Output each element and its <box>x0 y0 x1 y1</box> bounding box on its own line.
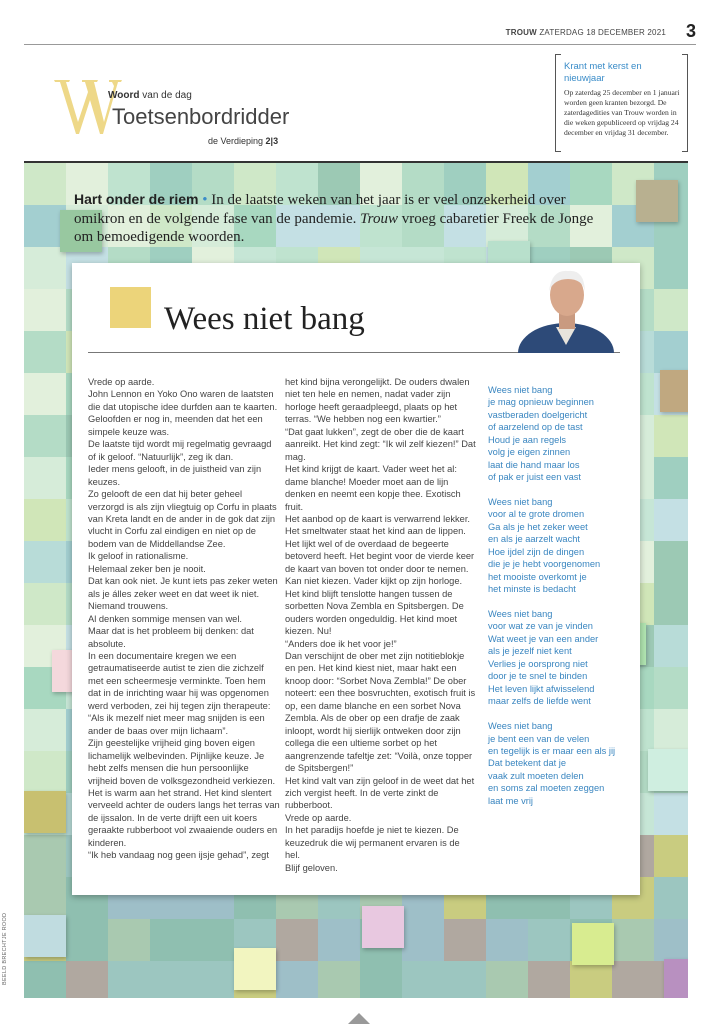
article-title: Wees niet bang <box>164 301 365 337</box>
poem-line: vaak zult moeten delen <box>488 770 584 781</box>
paragraph: Vrede op aarde. <box>88 377 155 387</box>
paragraph: Dat kan ook niet. Je kunt iets pas zeker weten als je álles zeker weet en dat weet ik niet. Niemand trouwens. <box>88 576 278 612</box>
mosaic-tile <box>654 667 688 709</box>
article-card <box>72 263 640 895</box>
paragraph: Helemaal zeker ben je nooit. <box>88 563 206 574</box>
newspaper-name: TROUW <box>505 28 537 37</box>
intro-text <box>74 190 594 247</box>
header-meta <box>506 28 666 37</box>
mosaic-tile <box>654 877 688 919</box>
poem-column <box>488 384 638 820</box>
mosaic-tile <box>654 919 688 961</box>
mosaic-tile <box>66 961 108 998</box>
poem-line: Wees niet bang <box>488 721 553 732</box>
mosaic-tile <box>24 751 66 793</box>
author-photo <box>516 257 620 353</box>
paragraph: Zijn geestelijke vrijheid ging boven eigen lichamelijk welbevinden. Pijnlijke keuze. Je hebt zelfs mensen die hun persoonlijke vrijheid boven de volksgezondheid verkiezen. <box>88 738 276 786</box>
mosaic-tile <box>192 919 234 961</box>
woord-label <box>108 90 192 101</box>
poem-stanza <box>488 496 638 596</box>
mosaic-tile <box>486 961 528 998</box>
mosaic-tile <box>24 415 66 457</box>
title-square <box>110 287 151 328</box>
paragraph: Het is warm aan het strand. Het kind slentert verveeld achter de ouders langs het terras van de ijssalon. In de verte drijft een uit koers geraakte rubberboot vol zwaaiende ouders en kinderen. <box>88 787 280 848</box>
intro-text-2: vroeg cabaretier Freek de Jonge om bemoedigende woorden. <box>74 210 594 245</box>
poem-line: die je je hebt voorgenomen <box>488 559 601 570</box>
mosaic-tile <box>654 793 688 835</box>
mosaic-tile <box>24 373 66 415</box>
paragraph: “Dat gaat lukken”, zegt de ober die de kaart aanreikt. Het kind zegt: “Ik wil zelf kiezen!” Dat mag. <box>285 426 476 462</box>
mosaic-tile <box>654 289 688 331</box>
poem-line: vastberaden doelgericht <box>488 409 588 420</box>
poem-line: Dat betekent dat je <box>488 758 567 769</box>
mosaic-tile <box>402 919 444 961</box>
mosaic-tile <box>24 331 66 373</box>
paragraph: “Ik heb vandaag nog geen ijsje gehad”, zegt <box>88 850 269 861</box>
poem-line: Verlies je oorsprong niet <box>488 658 588 669</box>
paragraph: Al denken sommige mensen van wel. <box>88 613 242 624</box>
woord-label-bold: Woord <box>108 90 140 101</box>
paragraph: Blijf geloven. <box>285 862 338 873</box>
ref-text: de Verdieping <box>208 136 266 146</box>
mosaic-tile <box>654 415 688 457</box>
triangle-up-icon[interactable] <box>348 1013 370 1024</box>
poem-line: door je te snel te binden <box>488 671 588 682</box>
mosaic-tile <box>24 583 66 625</box>
mosaic-tile <box>192 961 234 998</box>
mosaic-tile <box>24 457 66 499</box>
paragraph: De laatste tijd wordt mij regelmatig gevraagd of ik geloof. “Natuurlijk”, zeg ik dan. <box>88 439 272 462</box>
mosaic-tile <box>276 919 318 961</box>
poem-line: maar zelfs de liefde went <box>488 696 591 707</box>
mosaic-tile <box>150 961 192 998</box>
notice-box <box>555 54 688 152</box>
mosaic-tile <box>234 948 276 990</box>
poem-line: laat die hand maar los <box>488 459 580 470</box>
mosaic-tile <box>654 625 688 667</box>
mosaic-tile <box>318 919 360 961</box>
poem-line: voor wat ze van je vinden <box>488 621 593 632</box>
issue-date: ZATERDAG 18 DECEMBER 2021 <box>539 28 666 37</box>
mosaic-tile <box>24 709 66 751</box>
mosaic-tile <box>24 835 66 877</box>
mosaic-tile <box>654 499 688 541</box>
poem-line: en tegelijk is er maar een als jij <box>488 745 616 756</box>
mosaic-tile <box>108 919 150 961</box>
mosaic-tile <box>360 961 402 998</box>
intro-italic: Trouw <box>360 210 398 227</box>
mosaic-tile <box>654 835 688 877</box>
poem-line: laat me vrij <box>488 795 533 806</box>
paragraph: Zo gelooft de een dat hij beter geheel verzorgd is als zijn vliegtuig op Corfu in plaats van Kreta landt en de ander in de gok dat zijn vlucht in Corfu zal eindigen en niet op de bodem van de Middellandse Zee. <box>88 489 277 549</box>
poem-line: volg je eigen zinnen <box>488 447 571 458</box>
mosaic-tile <box>24 163 66 205</box>
mosaic-tile <box>444 919 486 961</box>
poem-stanza <box>488 608 638 708</box>
mosaic-tile <box>24 541 66 583</box>
mosaic-tile <box>654 331 688 373</box>
poem-line: Het leven lijkt afwisselend <box>488 683 595 694</box>
paragraph: Maar dat is het probleem bij denken: dat absolute. <box>88 626 254 649</box>
mosaic-tile <box>108 961 150 998</box>
bullet: • <box>198 192 212 208</box>
poem-line: Ga als je het zeker weet <box>488 521 588 532</box>
poem-line: Wees niet bang <box>488 497 553 508</box>
paragraph: Vrede op aarde. <box>285 812 352 823</box>
poem-line: het minste is bedacht <box>488 584 576 595</box>
poem-line: Wees niet bang <box>488 609 553 620</box>
mosaic-tile <box>24 791 66 833</box>
paragraph: Ieder mens gelooft, in de juistheid van zijn keuzes. <box>88 464 262 487</box>
mosaic-tile <box>24 499 66 541</box>
mosaic-tile <box>660 370 688 412</box>
paragraph: Ik geloof in rationalisme. <box>88 551 189 562</box>
poem-line: het mooiste overkomt je <box>488 571 587 582</box>
article-column-1 <box>88 376 280 862</box>
woord-reference <box>208 136 278 146</box>
paragraph: het kind bijna verongelijkt. De ouders dwalen niet ten hele en nemen, nadat vader zijn horloge heeft geraadpleegd, plaats op het terras. “We hebben nog een kwartier.” <box>285 377 470 425</box>
paragraph: In een documentaire kregen we een getraumatiseerde autist te zien die zichzelf met een scheermesje verminkte. Toen hem dat in de inrichting waar hij was opgenomen werd verboden, zei hij tegen zijn therapeute: “Als ik mezelf niet meer mag snijden is een ander de baas over mijn lichaam”. <box>88 650 271 736</box>
mosaic-tile <box>528 919 570 961</box>
notice-title: Krant met kerst en nieuwjaar <box>564 61 642 84</box>
poem-line: als je jezelf niet kent <box>488 646 572 657</box>
mosaic-tile <box>648 749 688 791</box>
paragraph: Het aanbod op de kaart is verwarrend lekker. Het smeltwater staat het kind aan de lippen. Het lijkt wel of de overdaad de begeerte betoverd heeft. Het begint voor de vierde keer de kaart van boven tot onder door te nemen. Kan niet kiezen. Vader kijkt op zijn horloge. Het kind blijft tenslotte hangen tussen de sorbetten Nova Zembla en Spitsbergen. De ouders worden ongeduldig. Het kind moet kiezen. Nu! <box>285 513 475 637</box>
paragraph: John Lennon en Yoko Ono waren de laatsten die dat utopische idee durfden aan te kaarten. Geloofden er nog in, meenden dat het een simpele keuze was. <box>88 389 278 437</box>
poem-line: of pak er juist een vast <box>488 472 582 483</box>
woord-of-the-day: Toetsenbordridder <box>112 104 290 129</box>
mosaic-tile <box>444 961 486 998</box>
mosaic-tile <box>654 247 688 289</box>
poem-line: en als je aarzelt wacht <box>488 534 580 545</box>
intro-text-1: In de laatste weken van het jaar is er veel onzekerheid over omikron en de volgende fase van de pandemie. <box>74 192 566 227</box>
paragraph: Het kind krijgt de kaart. Vader weet het al: dame blanche! Moeder moet aan de lijn denken en neemt een kopje thee. Exotisch fruit. <box>285 464 461 512</box>
mosaic-tile <box>612 919 654 961</box>
poem-line: je bent een van de velen <box>488 733 590 744</box>
poem-line: voor al te grote dromen <box>488 509 585 520</box>
poem-line: Wees niet bang <box>488 385 553 395</box>
ref-pages: 2|3 <box>265 136 279 146</box>
notice-body: Op zaterdag 25 december en 1 januari worden geen kranten bezorgd. De zaterdagedities van Trouw worden in die weken gepubliceerd op vrijdag 24 december en vrijdag 31 december. <box>564 88 680 137</box>
page-header <box>24 22 696 45</box>
mosaic-tile <box>276 961 318 998</box>
poem-stanza <box>488 720 638 807</box>
paragraph: In het paradijs hoefde je niet te kiezen. De keuzedruk die wij permanent ervaren is de hel. <box>285 825 460 861</box>
mosaic-tile <box>24 289 66 331</box>
mosaic-tile <box>572 923 614 965</box>
mosaic-tile <box>654 541 688 583</box>
mosaic-tile <box>664 959 688 998</box>
poem-line: en soms zal moeten zeggen <box>488 783 605 794</box>
mosaic-tile <box>654 583 688 625</box>
mosaic-tile <box>24 961 66 998</box>
mosaic-tile <box>24 247 66 289</box>
poem-line: of aarzelend op de tast <box>488 422 583 433</box>
mosaic-tile <box>402 961 444 998</box>
mosaic-tile <box>528 961 570 998</box>
mosaic-tile <box>654 709 688 751</box>
intro-kicker: Hart onder de riem <box>74 191 199 207</box>
paragraph: Dan verschijnt de ober met zijn notitieblokje en pen. Het kind kiest niet, maar hakt een knoop door: “Sorbet Nova Zembla!” De ober noteert: een thee bosvruchten, exotisch fruit is op, een dame blanche en een sorbet Nova Zembla. Als de ober op een drafje de zaak inloopt, wordt hij sierlijk ontweken door zijn collega die een ultieme sorbet op het aangrenzende tafeltje zet: “Voilà, onze topper de Spitsbergen!” <box>285 650 476 774</box>
photo-credit: BEELD BRECHTJE ROOD <box>2 912 8 985</box>
poem-line: Wat weet je van een ander <box>488 633 599 644</box>
mosaic-tile <box>362 906 404 948</box>
poem-stanza <box>488 384 638 484</box>
poem-line: Houd je aan regels <box>488 434 567 445</box>
paragraph: Het kind valt van zijn geloof in de weet dat het zich vergist heeft. In de verte zinkt de rubberboot. <box>285 775 475 811</box>
mosaic-tile <box>150 919 192 961</box>
mosaic-tile <box>66 919 108 961</box>
woord-label-rest: van de dag <box>139 90 192 101</box>
poem-line: je mag opnieuw beginnen <box>488 397 594 408</box>
mosaic-tile <box>654 457 688 499</box>
paragraph: “Anders doe ik het voor je!” <box>285 638 397 649</box>
mosaic-tile <box>636 180 678 222</box>
poem-line: Hoe ijdel zijn de dingen <box>488 546 585 557</box>
mosaic-tile <box>612 961 654 998</box>
mosaic-tile <box>24 877 66 919</box>
article-column-2 <box>285 376 477 874</box>
page-number: 3 <box>685 21 696 41</box>
mosaic-tile <box>570 961 612 998</box>
mosaic-tile <box>24 915 66 957</box>
mosaic-tile <box>486 919 528 961</box>
mosaic-tile <box>318 961 360 998</box>
